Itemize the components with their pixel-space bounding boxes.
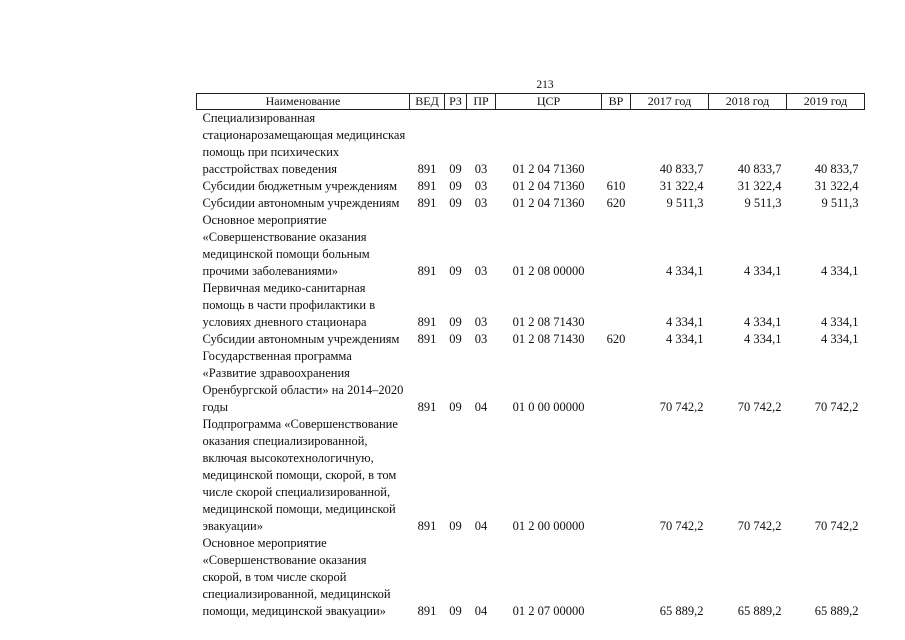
row-2019: 4 334,1 — [821, 315, 859, 329]
row-name: Субсидии бюджетным учреждениям — [202, 179, 398, 193]
row-name: Субсидии автономным учреждениям — [202, 196, 400, 210]
row-2018: 70 742,2 — [737, 400, 782, 414]
row-vr: 610 — [606, 179, 626, 193]
row-2019: 40 833,7 — [814, 162, 859, 176]
row-name: Специализированная стационарозамещающая медицинская помощь при психических расстройствах поведения — [202, 111, 406, 176]
row-rz: 09 — [449, 179, 462, 193]
row-2019: 31 322,4 — [814, 179, 859, 193]
row-name: Основное мероприятие «Совершенствование оказания медицинской помощи больным прочими заболеваниями» — [202, 213, 370, 278]
row-rz: 09 — [449, 196, 462, 210]
row-vr — [602, 212, 631, 280]
row-ved: 891 — [417, 264, 437, 278]
table-row — [197, 195, 865, 212]
row-name: Первичная медико-санитарная помощь в части профилактики в условиях дневного стационара — [202, 281, 376, 329]
table-row — [197, 348, 865, 416]
row-2017: 4 334,1 — [666, 315, 704, 329]
table-row — [197, 535, 865, 620]
row-rz: 09 — [449, 519, 462, 533]
row-2018: 4 334,1 — [744, 264, 782, 278]
row-csr: 01 2 00 00000 — [512, 519, 585, 533]
row-name: Подпрограмма «Совершенствование оказания специализированной, включая высокотехнологичную, медицинской помощи, скорой, в том числе скорой специализированной, медицинской помощи, медицинской эвакуации» — [202, 417, 398, 533]
row-2019: 65 889,2 — [814, 604, 859, 618]
row-rz: 09 — [449, 162, 462, 176]
header-2019: 2019 год — [787, 94, 865, 110]
row-ved: 891 — [417, 604, 437, 618]
row-csr: 01 2 07 00000 — [512, 604, 585, 618]
table-row — [197, 280, 865, 331]
row-2017: 4 334,1 — [666, 332, 704, 346]
row-rz: 09 — [449, 332, 462, 346]
row-2019: 4 334,1 — [821, 332, 859, 346]
header-2017: 2017 год — [631, 94, 709, 110]
row-rz: 09 — [449, 315, 462, 329]
row-2017: 40 833,7 — [659, 162, 704, 176]
header-pr: ПР — [467, 94, 496, 110]
row-pr: 03 — [474, 196, 488, 210]
row-2017: 70 742,2 — [659, 400, 704, 414]
row-csr: 01 2 04 71360 — [512, 196, 585, 210]
header-vr: ВР — [602, 94, 631, 110]
row-2018: 31 322,4 — [737, 179, 782, 193]
row-name: Основное мероприятие «Совершенствование оказания скорой, в том числе скорой специализированной, медицинской помощи, медицинской эвакуации» — [202, 536, 391, 618]
row-2018: 4 334,1 — [744, 332, 782, 346]
row-2018: 4 334,1 — [744, 315, 782, 329]
header-rz: РЗ — [445, 94, 467, 110]
row-ved: 891 — [417, 179, 437, 193]
row-vr — [602, 348, 631, 416]
row-pr: 04 — [474, 400, 488, 414]
row-csr: 01 2 08 71430 — [512, 315, 585, 329]
row-2017: 31 322,4 — [659, 179, 704, 193]
row-2019: 9 511,3 — [821, 196, 859, 210]
row-2017: 70 742,2 — [659, 519, 704, 533]
row-2018: 70 742,2 — [737, 519, 782, 533]
row-csr: 01 2 08 71430 — [512, 332, 585, 346]
row-2017: 9 511,3 — [666, 196, 704, 210]
row-ved: 891 — [417, 332, 437, 346]
row-2018: 40 833,7 — [737, 162, 782, 176]
page-number: 213 — [536, 79, 554, 91]
row-rz: 09 — [449, 604, 462, 618]
row-2017: 65 889,2 — [659, 604, 704, 618]
row-name: Субсидии автономным учреждениям — [202, 332, 400, 346]
row-ved: 891 — [417, 400, 437, 414]
row-pr: 03 — [474, 162, 488, 176]
row-vr — [602, 280, 631, 331]
table-row — [197, 416, 865, 535]
table-row — [197, 331, 865, 348]
row-ved: 891 — [417, 196, 437, 210]
row-vr — [602, 110, 631, 179]
table-row — [197, 178, 865, 195]
row-name: Государственная программа «Развитие здравоохранения Оренбургской области» на 2014–2020 годы — [202, 349, 404, 414]
row-ved: 891 — [417, 315, 437, 329]
row-rz: 09 — [449, 400, 462, 414]
row-pr: 04 — [474, 604, 488, 618]
row-vr: 620 — [606, 332, 626, 346]
header-ved: ВЕД — [410, 94, 445, 110]
row-vr — [602, 416, 631, 535]
row-pr: 03 — [474, 332, 488, 346]
row-csr: 01 2 08 00000 — [512, 264, 585, 278]
row-2019: 70 742,2 — [814, 519, 859, 533]
row-rz: 09 — [449, 264, 462, 278]
budget-table — [196, 93, 865, 620]
row-2019: 70 742,2 — [814, 400, 859, 414]
row-2019: 4 334,1 — [821, 264, 859, 278]
row-ved: 891 — [417, 162, 437, 176]
header-name: Наименование — [197, 94, 410, 110]
row-csr: 01 0 00 00000 — [512, 400, 585, 414]
table-row — [197, 110, 865, 179]
row-csr: 01 2 04 71360 — [512, 179, 585, 193]
row-vr — [602, 535, 631, 620]
row-csr: 01 2 04 71360 — [512, 162, 585, 176]
row-pr: 03 — [474, 179, 488, 193]
header-2018: 2018 год — [709, 94, 787, 110]
row-pr: 04 — [474, 519, 488, 533]
header-csr: ЦСР — [496, 94, 602, 110]
row-2017: 4 334,1 — [666, 264, 704, 278]
row-vr: 620 — [606, 196, 626, 210]
row-pr: 03 — [474, 315, 488, 329]
table-row — [197, 212, 865, 280]
row-pr: 03 — [474, 264, 488, 278]
table-header-row — [197, 94, 865, 110]
row-2018: 9 511,3 — [744, 196, 782, 210]
row-ved: 891 — [417, 519, 437, 533]
row-2018: 65 889,2 — [737, 604, 782, 618]
